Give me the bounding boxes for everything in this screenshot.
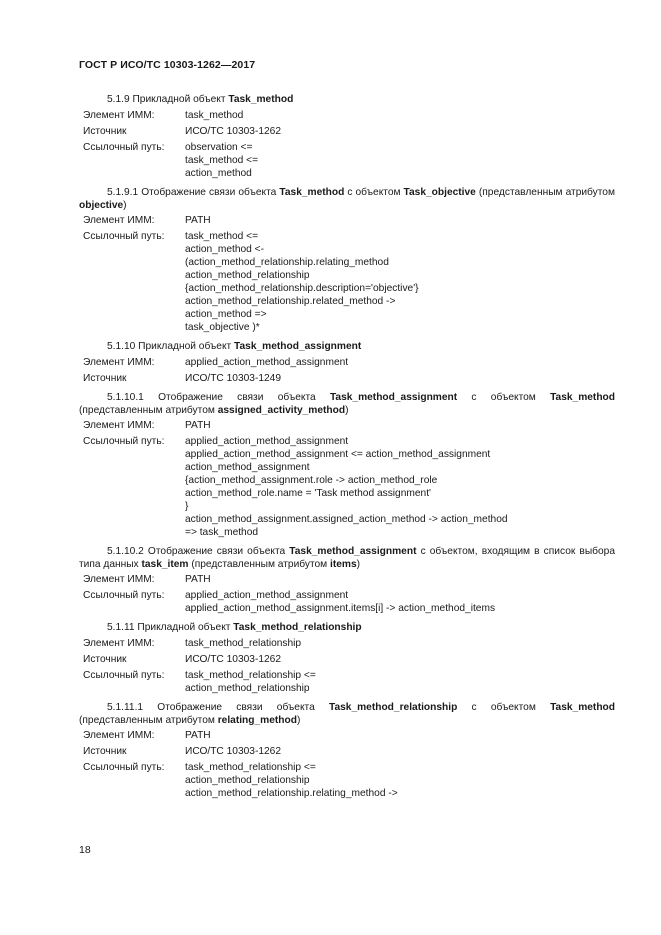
mapping-row <box>79 141 615 180</box>
row-value <box>185 435 615 539</box>
section-heading-entity: Task_method <box>228 94 294 105</box>
value-line: } <box>185 501 189 512</box>
mapping-row <box>79 214 615 227</box>
entity-name: Task_method_assignment <box>329 392 458 403</box>
row-label: Элемент ИММ: <box>83 638 155 649</box>
entity-name: items <box>330 559 357 570</box>
value-line: ИСО/ТС 10303-1262 <box>185 654 282 665</box>
value-line: ИСО/ТС 10303-1262 <box>185 126 282 137</box>
row-label: Элемент ИММ: <box>83 357 155 368</box>
row-value <box>185 761 615 800</box>
row-value <box>185 419 615 432</box>
value-line: task_method <box>185 110 244 121</box>
value-line: action_method_assignment.assigned_action_method -> action_method <box>185 514 508 525</box>
mapping-row <box>79 637 615 650</box>
value-line: applied_action_method_assignment <box>185 590 349 601</box>
paragraph-text: ) <box>123 200 127 211</box>
value-line: PATH <box>185 730 211 741</box>
mapping-row <box>79 356 615 369</box>
value-line: PATH <box>185 420 211 431</box>
mapping-paragraph <box>79 545 615 571</box>
row-label: Источник <box>83 746 127 757</box>
section-heading-entity: Task_method_assignment <box>234 341 362 352</box>
row-value <box>185 589 615 615</box>
paragraph-text: 5.1.9.1 Отображение связи объекта <box>107 187 280 198</box>
row-value <box>185 669 615 695</box>
mapping-paragraph <box>79 391 615 417</box>
row-value <box>185 729 615 742</box>
paragraph-text: (представленным атрибутом <box>79 715 218 726</box>
section-heading <box>79 621 615 634</box>
value-line: action_method_relationship <box>185 270 310 281</box>
section-heading-entity: Task_method_relationship <box>233 622 362 633</box>
mapping-row <box>79 230 615 334</box>
entity-name: assigned_activity_method <box>217 405 346 416</box>
value-line: task_method_relationship <= <box>185 670 316 681</box>
entity-name: Task_method_relationship <box>328 702 458 713</box>
value-line: ИСО/ТС 10303-1262 <box>185 746 282 757</box>
paragraph-text: ) <box>345 405 349 416</box>
value-line: {action_method_relationship.description='objective'} <box>185 283 419 294</box>
paragraph-text: ) <box>356 559 361 570</box>
value-line: action_method <- <box>185 244 265 255</box>
value-line: action_method_relationship <box>185 775 310 786</box>
section-heading <box>79 340 615 353</box>
paragraph-text: (представленным атрибутом <box>79 405 218 416</box>
document-body <box>79 93 615 803</box>
paragraph-text: с объектом <box>457 702 551 713</box>
paragraph-text: ) <box>296 715 301 726</box>
paragraph-text: с объектом, входящим в список выбора типа данных <box>79 546 615 570</box>
value-line: task_method <= <box>185 231 259 242</box>
value-line: PATH <box>185 574 211 585</box>
row-value <box>185 141 615 180</box>
entity-name: relating_method <box>217 715 297 726</box>
paragraph-text: 5.1.11.1 Отображение связи объекта <box>107 702 329 713</box>
mapping-row <box>79 745 615 758</box>
value-line: task_method_relationship <box>185 638 302 649</box>
value-line: action_method_role.name = 'Task method assignment' <box>185 488 431 499</box>
mapping-row <box>79 419 615 432</box>
row-label: Элемент ИММ: <box>83 110 155 121</box>
value-line: applied_action_method_assignment.items[i] -> action_method_items <box>185 603 496 614</box>
value-line: action_method => <box>185 309 267 320</box>
value-line: action_method_relationship.relating_method -> <box>185 788 398 799</box>
paragraph-text: (представленным атрибутом <box>475 187 615 198</box>
row-value <box>185 230 615 334</box>
mapping-row <box>79 669 615 695</box>
entity-name: Task_method <box>550 702 615 713</box>
value-line: action_method_relationship.related_method -> <box>185 296 396 307</box>
section-heading-text: 5.1.10 Прикладной объект <box>107 341 235 352</box>
entity-name: task_item <box>141 559 189 570</box>
row-value <box>185 109 615 122</box>
row-label: Элемент ИММ: <box>83 215 155 226</box>
row-value <box>185 372 615 385</box>
mapping-paragraph <box>79 701 615 727</box>
mapping-paragraph <box>79 186 615 212</box>
mapping-row <box>79 573 615 586</box>
value-line: task_method_relationship <= <box>185 762 316 773</box>
row-label: Элемент ИММ: <box>83 574 155 585</box>
row-label: Ссылочный путь: <box>83 231 165 242</box>
row-label: Источник <box>83 373 127 384</box>
value-line: (action_method_relationship.relating_method <box>185 257 389 268</box>
value-line: task_objective )* <box>185 322 260 333</box>
entity-name: Task_objective <box>403 187 476 198</box>
value-line: action_method_assignment <box>185 462 310 473</box>
mapping-row <box>79 729 615 742</box>
section-heading-text: 5.1.11 Прикладной объект <box>107 622 234 633</box>
section-heading <box>79 93 615 106</box>
row-value <box>185 653 615 666</box>
row-value <box>185 637 615 650</box>
value-line: => task_method <box>185 527 259 538</box>
mapping-row <box>79 435 615 539</box>
value-line: task_method <= <box>185 155 259 166</box>
value-line: applied_action_method_assignment <box>185 357 349 368</box>
paragraph-text: с объектом <box>457 392 551 403</box>
section-heading-text: 5.1.9 Прикладной объект <box>107 94 229 105</box>
paragraph-text: (представленным атрибутом <box>188 559 331 570</box>
row-label: Элемент ИММ: <box>83 730 155 741</box>
row-label: Ссылочный путь: <box>83 142 165 153</box>
row-label: Ссылочный путь: <box>83 590 165 601</box>
mapping-row <box>79 761 615 800</box>
value-line: {action_method_assignment.role -> action_method_role <box>185 475 438 486</box>
value-line: ИСО/ТС 10303-1249 <box>185 373 282 384</box>
mapping-row <box>79 372 615 385</box>
row-label: Источник <box>83 126 127 137</box>
paragraph-text: 5.1.10.1 Отображение связи объекта <box>107 392 330 403</box>
paragraph-text: с объектом <box>344 187 404 198</box>
page-number: 18 <box>79 844 91 856</box>
value-line: action_method <box>185 168 252 179</box>
row-value <box>185 356 615 369</box>
row-value <box>185 214 615 227</box>
row-label: Ссылочный путь: <box>83 670 165 681</box>
mapping-row <box>79 125 615 138</box>
mapping-row <box>79 653 615 666</box>
entity-name: Task_method <box>279 187 345 198</box>
document-header: ГОСТ Р ИСО/ТС 10303-1262—2017 <box>79 59 256 71</box>
value-line: observation <= <box>185 142 253 153</box>
value-line: PATH <box>185 215 211 226</box>
value-line: applied_action_method_assignment <box>185 436 349 447</box>
value-line: applied_action_method_assignment <= action_method_assignment <box>185 449 491 460</box>
row-label: Источник <box>83 654 127 665</box>
row-value <box>185 125 615 138</box>
paragraph-text: 5.1.10.2 Отображение связи объекта <box>107 546 290 557</box>
row-label: Ссылочный путь: <box>83 762 165 773</box>
row-label: Ссылочный путь: <box>83 436 165 447</box>
mapping-row <box>79 109 615 122</box>
row-label: Элемент ИММ: <box>83 420 155 431</box>
entity-name: objective <box>79 200 124 211</box>
value-line: action_method_relationship <box>185 683 310 694</box>
entity-name: Task_method <box>550 392 615 403</box>
mapping-row <box>79 589 615 615</box>
row-value <box>185 745 615 758</box>
entity-name: Task_method_assignment <box>289 546 417 557</box>
row-value <box>185 573 615 586</box>
